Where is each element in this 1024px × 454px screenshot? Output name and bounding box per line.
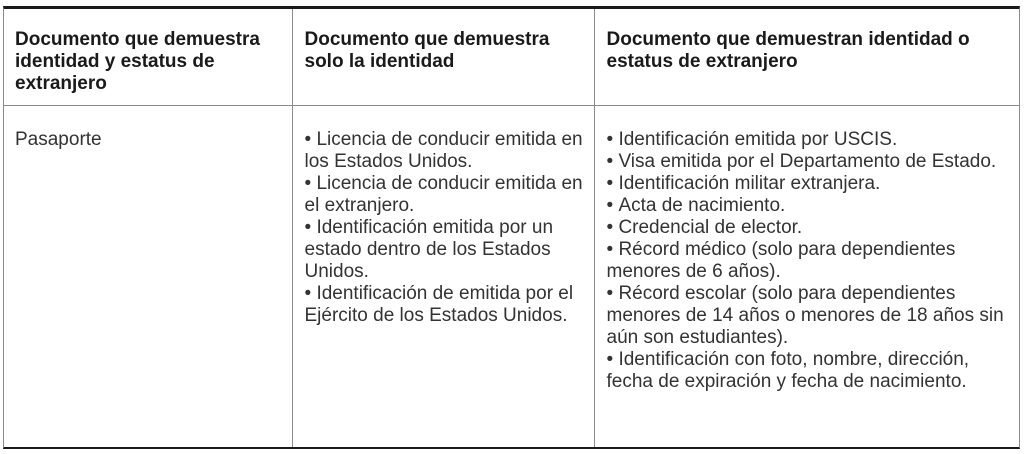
table-header-row — [4, 9, 1019, 105]
table-row — [4, 105, 1019, 447]
document-table-container — [3, 6, 1020, 449]
list-item: • Licencia de conducir emitida en el extranjero. — [305, 173, 586, 217]
list-item: • Identificación emitida por un estado dentro de los Estados Unidos. — [305, 217, 586, 283]
header-identity-and-status: Documento que demuestra identidad y estatus de extranjero — [4, 9, 292, 105]
document-requirements-table — [4, 9, 1019, 447]
list-item: • Licencia de conducir emitida en los Estados Unidos. — [305, 129, 586, 173]
list-item: • Récord escolar (solo para dependientes menores de 14 años o menores de 18 años sin aún son estudiantes). — [607, 283, 1012, 349]
list-item: • Acta de nacimiento. — [607, 195, 1012, 217]
list-item: • Visa emitida por el Departamento de Estado. — [607, 151, 1012, 173]
header-identity-only: Documento que demuestra solo la identidad — [292, 9, 594, 105]
identity-only-list — [305, 129, 586, 327]
cell-identity-or-status — [594, 105, 1019, 447]
list-item: • Credencial de elector. — [607, 217, 1012, 239]
cell-identity-only — [292, 105, 594, 447]
list-item: • Identificación emitida por USCIS. — [607, 129, 1012, 151]
identity-or-status-list — [607, 129, 1012, 393]
list-item: • Récord médico (solo para dependientes menores de 6 años). — [607, 239, 1012, 283]
header-identity-or-status: Documento que demuestran identidad o estatus de extranjero — [594, 9, 1019, 105]
list-item: • Identificación de emitida por el Ejército de los Estados Unidos. — [305, 283, 586, 327]
list-item: • Identificación militar extranjera. — [607, 173, 1012, 195]
list-item: • Identificación con foto, nombre, dirección, fecha de expiración y fecha de nacimiento. — [607, 349, 1012, 393]
cell-identity-and-status: Pasaporte — [15, 128, 102, 150]
